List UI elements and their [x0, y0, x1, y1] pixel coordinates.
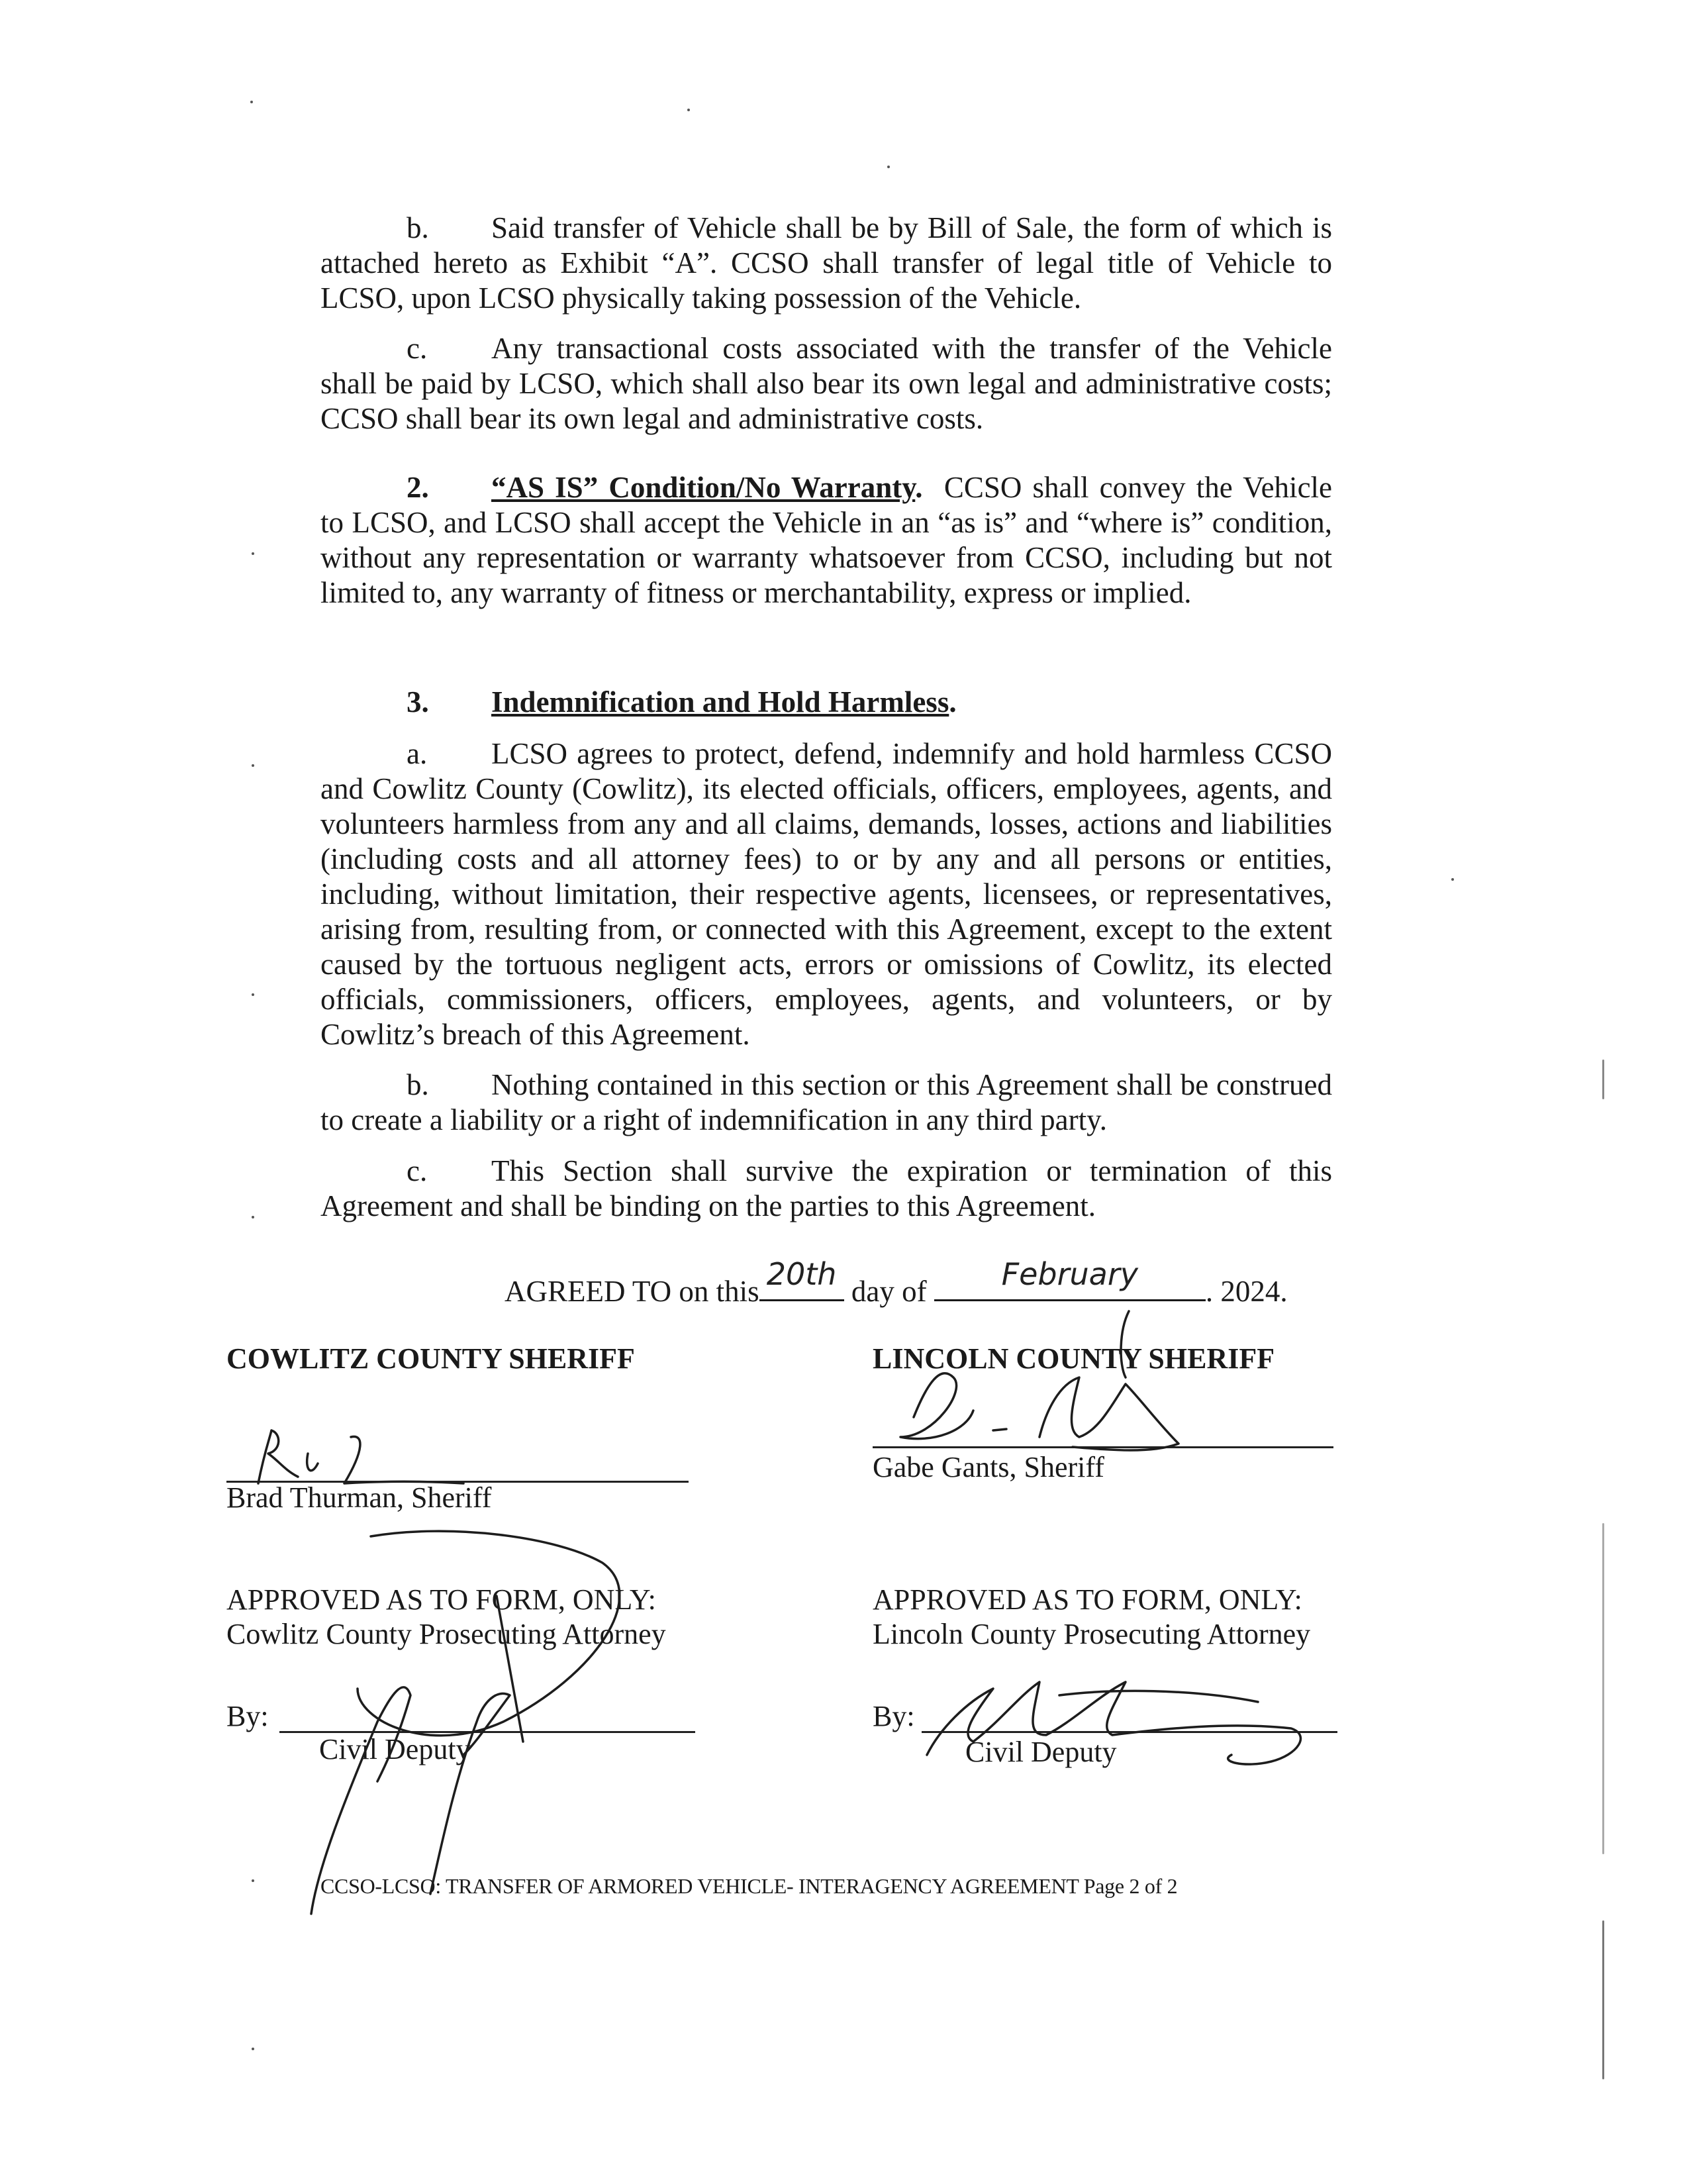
section-2: 2. “AS IS” Condition/No Warranty. CCSO shall convey the Vehicle to LCSO, and LCSO shall accept the Vehicle in an “as is” and “where is” condition, without any representation or warranty whatsoever from CCSO, including but not limited to, any warranty of fitness or merchantability, express or implied.	[320, 471, 1333, 609]
day-blank	[759, 1256, 844, 1301]
scan-speck	[1451, 878, 1454, 881]
cowlitz-approved-as-to-form: APPROVED AS TO FORM, ONLY:	[226, 1583, 656, 1616]
page-footer: CCSO-LCSO: TRANSFER OF ARMORED VEHICLE- INTERAGENCY AGREEMENT Page 2 of 2	[320, 1874, 1178, 1898]
cowlitz-civil-deputy: Civil Deputy	[319, 1733, 471, 1765]
paragraph-3a	[320, 736, 1332, 1052]
scan-speck	[252, 552, 254, 555]
cowlitz-sheriff-name: Brad Thurman, Sheriff	[226, 1481, 492, 1514]
lincoln-approved-as-to-form: APPROVED AS TO FORM, ONLY:	[873, 1583, 1302, 1616]
item-letter: c.	[407, 332, 428, 365]
paragraph-text: Said transfer of Vehicle shall be by Bill of Sale, the form of which is attached hereto as Exhibit “A”. CCSO shall transfer of legal title of Vehicle to LCSO, upon LCSO physically taking possession of the Vehicle.	[320, 211, 1332, 315]
paragraph-text: Any transactional costs associated with the transfer of the Vehicle shall be paid by LCSO, which shall also bear its own legal and administrative costs; CCSO shall bear its own legal and administrative costs.	[320, 332, 1332, 435]
scan-edge-mark	[1602, 1920, 1604, 2079]
agreed-year: . 2024.	[1205, 1275, 1288, 1308]
paragraph-1c	[320, 331, 1332, 436]
cowlitz-sheriff-title: COWLITZ COUNTY SHERIFF	[226, 1342, 635, 1375]
item-letter: a.	[407, 737, 428, 770]
handwritten-month: February	[1001, 1256, 1138, 1292]
item-letter: c.	[407, 1154, 428, 1187]
cowlitz-by-label: By:	[226, 1700, 269, 1732]
handwritten-day: 20th	[766, 1256, 837, 1292]
scan-speck	[887, 166, 890, 168]
paragraph-text: This Section shall survive the expiration or termination of this Agreement and shall be binding on the parties to this Agreement.	[320, 1154, 1332, 1222]
paragraph-text: CCSO shall convey the Vehicle to LCSO, and LCSO shall accept the Vehicle in an “as is” and “where is” condition, without any representation or warranty whatsoever from CCSO, including but not limited to, any warranty of fitness or merchantability, express or implied.	[320, 471, 1333, 609]
paragraph-1b	[320, 211, 1332, 316]
section-number: 2.	[407, 471, 429, 504]
paragraph-text: LCSO agrees to protect, defend, indemnify and hold harmless CCSO and Cowlitz County (Cowlitz), its elected officials, officers, employees, agents, and volunteers harmless from any and all claims, demands, losses, actions and liabilities (including costs and all attorney fees) to or by any and all persons or entities, including, without limitation, their respective agents, licensees, or representatives, arising from, resulting from, or connected with this Agreement, except to the extent caused by the tortuous negligent acts, errors or omissions of Cowlitz, its elected officials, commissioners, officers, employees, agents, and volunteers, or by Cowlitz’s breach of this Agreement.	[320, 737, 1332, 1051]
section-number: 3.	[407, 685, 429, 719]
cowlitz-prosecuting-attorney: Cowlitz County Prosecuting Attorney	[226, 1618, 666, 1650]
item-letter: b.	[407, 211, 429, 244]
cowlitz-attorney-signature	[278, 1523, 649, 1920]
agreed-date-line	[505, 1256, 1288, 1309]
lincoln-sheriff-title: LINCOLN COUNTY SHERIFF	[873, 1342, 1275, 1375]
scan-edge-mark	[1602, 1060, 1604, 1099]
agreed-middle: day of	[851, 1275, 927, 1308]
month-blank	[934, 1256, 1206, 1301]
section-heading: “AS IS” Condition/No Warranty	[491, 471, 916, 504]
lincoln-sheriff-name: Gabe Gants, Sheriff	[873, 1451, 1104, 1483]
item-letter: b.	[407, 1068, 429, 1101]
scan-edge-mark	[1602, 1523, 1604, 1854]
scan-speck	[252, 993, 254, 996]
section-3-heading: 3. Indemnification and Hold Harmless.	[407, 685, 957, 719]
scan-speck	[687, 109, 690, 111]
section-heading: Indemnification and Hold Harmless	[491, 685, 949, 719]
scan-speck	[250, 101, 253, 103]
cowlitz-sheriff-signature	[252, 1424, 477, 1490]
scan-speck	[252, 1879, 254, 1882]
lincoln-attorney-signature	[914, 1656, 1324, 1775]
agreed-prefix: AGREED TO on this	[505, 1275, 759, 1308]
lincoln-civil-deputy: Civil Deputy	[965, 1736, 1117, 1768]
paragraph-3b	[320, 1067, 1332, 1138]
scan-speck	[252, 1216, 254, 1218]
lincoln-by-label: By:	[873, 1700, 915, 1732]
paragraph-text: Nothing contained in this section or this Agreement shall be construed to create a liability or a right of indemnification in any third party.	[320, 1068, 1332, 1136]
paragraph-3c	[320, 1154, 1332, 1224]
scan-speck	[252, 764, 254, 767]
scan-speck	[252, 2048, 254, 2050]
lincoln-prosecuting-attorney: Lincoln County Prosecuting Attorney	[873, 1618, 1311, 1650]
